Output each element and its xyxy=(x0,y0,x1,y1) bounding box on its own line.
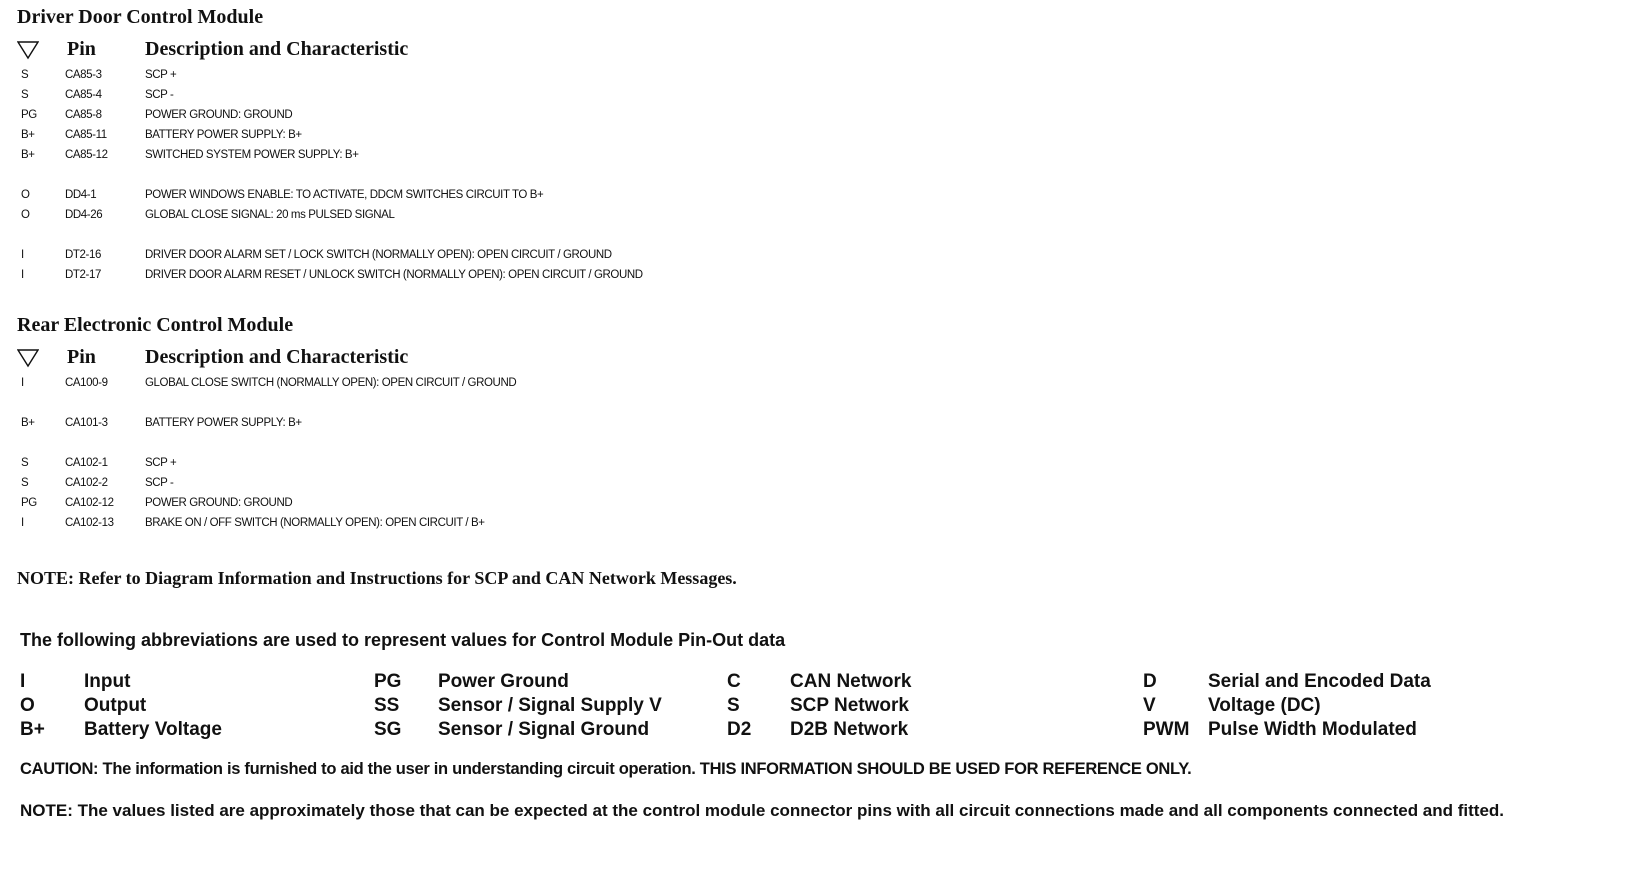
table-row xyxy=(17,377,777,393)
abbr-label: Input xyxy=(84,671,131,692)
row-symbol: S xyxy=(21,89,29,101)
abbr-code: D2 xyxy=(727,719,752,740)
row-symbol: S xyxy=(21,69,29,81)
row-symbol: PG xyxy=(21,497,37,509)
abbr-code: SS xyxy=(374,695,400,716)
table-row xyxy=(17,69,777,85)
abbr-label: Output xyxy=(84,695,147,716)
row-symbol: I xyxy=(21,249,24,261)
row-description: POWER GROUND: GROUND xyxy=(145,109,293,121)
table-row xyxy=(17,249,777,265)
abbr-code: SG xyxy=(374,719,402,740)
abbr-label: Pulse Width Modulated xyxy=(1208,719,1417,740)
row-description: DRIVER DOOR ALARM RESET / UNLOCK SWITCH (NORMALLY OPEN): OPEN CIRCUIT / GROUND xyxy=(145,269,643,281)
recm-title: Rear Electronic Control Module xyxy=(17,314,294,336)
row-description: DRIVER DOOR ALARM SET / LOCK SWITCH (NORMALLY OPEN): OPEN CIRCUIT / GROUND xyxy=(145,249,612,261)
row-pin: CA85-3 xyxy=(65,69,102,81)
abbr-label: Sensor / Signal Ground xyxy=(438,719,650,740)
abbr-code: PWM xyxy=(1143,719,1190,740)
table-row xyxy=(17,417,777,433)
network-note: NOTE: Refer to Diagram Information and Instructions for SCP and CAN Network Messages. xyxy=(17,568,737,588)
row-description: SCP + xyxy=(145,457,177,469)
description-header: Description and Characteristic xyxy=(145,346,409,368)
row-symbol: O xyxy=(21,209,30,221)
abbr-label: Serial and Encoded Data xyxy=(1208,671,1431,692)
row-description: BATTERY POWER SUPPLY: B+ xyxy=(145,417,302,429)
abbreviations-intro: The following abbreviations are used to represent values for Control Module Pin-Out data xyxy=(20,630,786,650)
row-description: BATTERY POWER SUPPLY: B+ xyxy=(145,129,302,141)
table-row xyxy=(17,149,777,165)
table-row xyxy=(17,129,777,145)
row-pin: CA101-3 xyxy=(65,417,108,429)
row-symbol: O xyxy=(21,189,30,201)
abbr-code: B+ xyxy=(20,719,45,740)
row-description: SCP - xyxy=(145,89,174,101)
pin-header: Pin xyxy=(67,346,96,368)
abbr-code: V xyxy=(1143,695,1156,716)
triangle-symbol-icon xyxy=(17,40,39,60)
table-row xyxy=(17,209,777,225)
description-header: Description and Characteristic xyxy=(145,38,409,60)
abbr-label: D2B Network xyxy=(790,719,909,740)
row-description: POWER GROUND: GROUND xyxy=(145,497,293,509)
values-note: NOTE: The values listed are approximately those that can be expected at the control module connector pins with all circuit connections made and all components connected and fitted. xyxy=(20,801,1505,820)
triangle-symbol-icon xyxy=(17,348,39,368)
row-symbol: S xyxy=(21,457,29,469)
row-symbol: B+ xyxy=(21,417,35,429)
row-symbol: S xyxy=(21,477,29,489)
row-pin: CA102-12 xyxy=(65,497,114,509)
abbr-label: Sensor / Signal Supply V xyxy=(438,695,662,716)
abbr-code: S xyxy=(727,695,740,716)
abbr-label: Power Ground xyxy=(438,671,569,692)
row-pin: CA85-8 xyxy=(65,109,102,121)
row-symbol: B+ xyxy=(21,149,35,161)
row-description: GLOBAL CLOSE SWITCH (NORMALLY OPEN): OPEN CIRCUIT / GROUND xyxy=(145,377,517,389)
table-row xyxy=(17,457,777,473)
row-pin: CA85-4 xyxy=(65,89,102,101)
row-description: BRAKE ON / OFF SWITCH (NORMALLY OPEN): OPEN CIRCUIT / B+ xyxy=(145,517,485,529)
row-pin: DD4-1 xyxy=(65,189,97,201)
row-pin: CA85-11 xyxy=(65,129,107,141)
table-row xyxy=(17,269,777,285)
abbr-code: C xyxy=(727,671,741,692)
table-row xyxy=(17,477,777,493)
table-row xyxy=(17,497,777,513)
ddcm-title: Driver Door Control Module xyxy=(17,6,264,28)
pin-header: Pin xyxy=(67,38,96,60)
row-symbol: PG xyxy=(21,109,37,121)
row-symbol: I xyxy=(21,517,24,529)
abbr-code: I xyxy=(20,671,26,692)
table-row xyxy=(17,517,777,533)
row-pin: CA102-1 xyxy=(65,457,108,469)
row-pin: DT2-16 xyxy=(65,249,101,261)
caution-text: CAUTION: The information is furnished to aid the user in understanding circuit operation. THIS INFORMATION SHOULD BE USED FOR REFERENCE ONLY. xyxy=(20,760,1192,778)
abbr-label: SCP Network xyxy=(790,695,909,716)
row-pin: CA102-13 xyxy=(65,517,114,529)
abbr-label: Voltage (DC) xyxy=(1208,695,1321,716)
row-description: GLOBAL CLOSE SIGNAL: 20 ms PULSED SIGNAL xyxy=(145,209,395,221)
row-pin: DT2-17 xyxy=(65,269,101,281)
row-symbol: I xyxy=(21,269,24,281)
table-row xyxy=(17,189,777,205)
row-symbol: B+ xyxy=(21,129,35,141)
abbr-code: PG xyxy=(374,671,402,692)
row-pin: CA85-12 xyxy=(65,149,108,161)
row-pin: CA100-9 xyxy=(65,377,108,389)
row-description: SCP - xyxy=(145,477,174,489)
row-pin: DD4-26 xyxy=(65,209,103,221)
table-row xyxy=(17,89,777,105)
abbr-label: Battery Voltage xyxy=(84,719,222,740)
row-description: SCP + xyxy=(145,69,177,81)
abbr-label: CAN Network xyxy=(790,671,912,692)
recm-table-header xyxy=(17,346,717,372)
row-pin: CA102-2 xyxy=(65,477,108,489)
abbr-code: D xyxy=(1143,671,1157,692)
table-row xyxy=(17,109,777,125)
abbr-code: O xyxy=(20,695,35,716)
row-symbol: I xyxy=(21,377,24,389)
row-description: POWER WINDOWS ENABLE: TO ACTIVATE, DDCM SWITCHES CIRCUIT TO B+ xyxy=(145,189,544,201)
row-description: SWITCHED SYSTEM POWER SUPPLY: B+ xyxy=(145,149,359,161)
ddcm-table-header xyxy=(17,38,717,64)
